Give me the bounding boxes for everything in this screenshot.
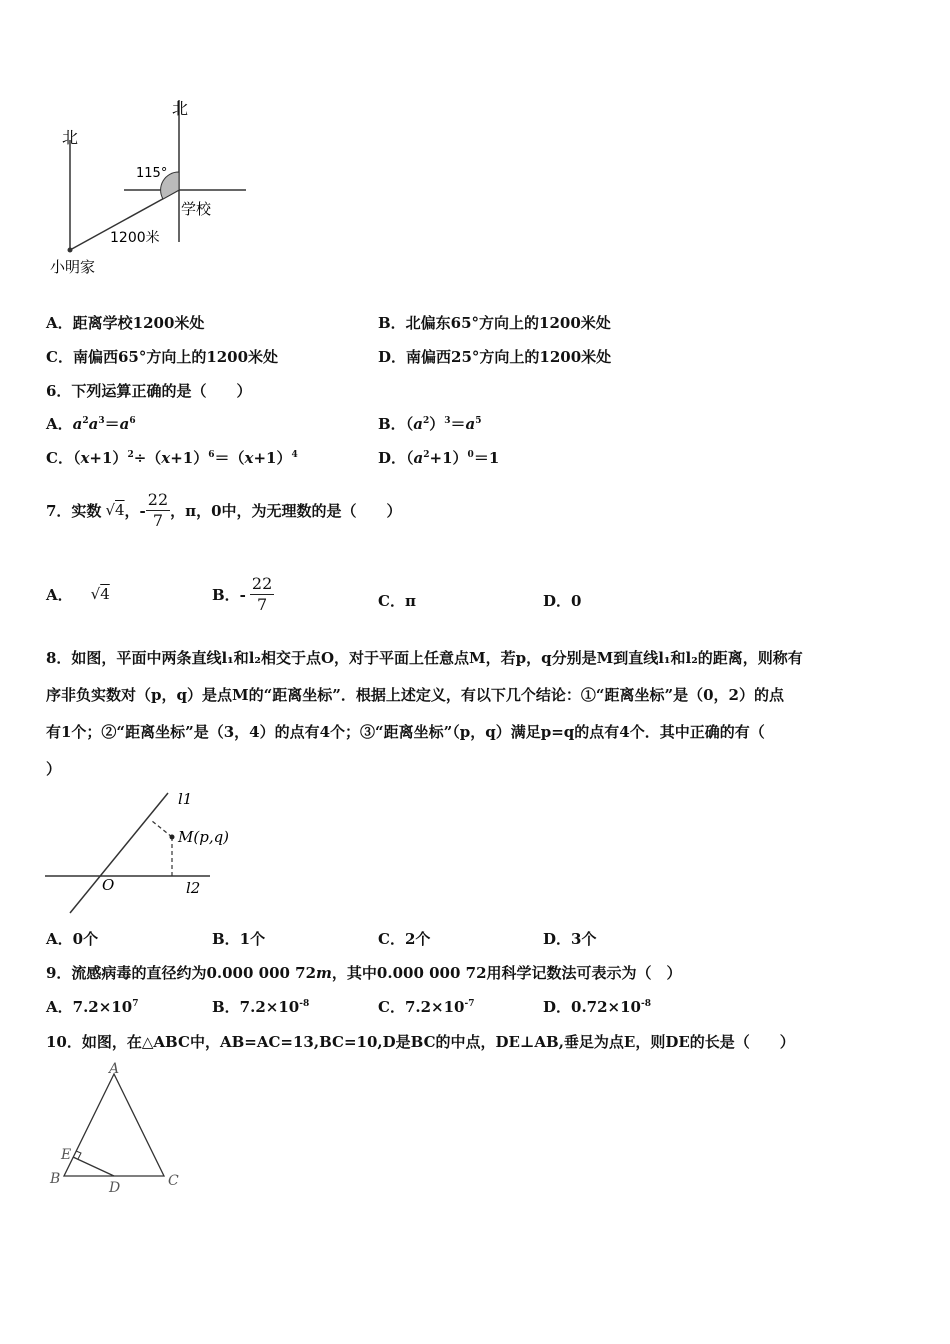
q9-stem: 9．流感病毒的直径约为0.000 000 72m，其中0.000 000 72用科学记数法可表示为（ ）: [46, 964, 682, 982]
north-label-left: 北: [62, 128, 79, 147]
label-e: E: [61, 1147, 72, 1163]
q8-line-3: 有1个；②“距离坐标”是（3，4）的点有4个；③“距离坐标”（p，q）满足p=q的点有4个．其中正确的有（: [46, 723, 765, 741]
q6-option-c: C．$(x+1)^2\div(x+1)^6=(x+1)^4$: [46, 449, 298, 467]
q8-option-c: C．2个: [378, 930, 431, 948]
triangle-abc: [64, 1074, 164, 1176]
q5-option-c: C．南偏西65°方向上的1200米处: [46, 348, 279, 366]
q8-option-d: D．3个: [543, 930, 597, 948]
label-b: B: [50, 1171, 61, 1187]
q5-option-a: A．距离学校1200米处: [46, 314, 205, 332]
q9-option-a: A．$7.2\times 10^7$: [46, 998, 139, 1016]
label-d: D: [109, 1180, 121, 1196]
q5-option-b: B．北偏东65°方向上的1200米处: [378, 314, 611, 332]
q7-option-a: A． √4: [46, 585, 110, 604]
q9-option-c: C．$7.2\times 10^{-7}$: [378, 998, 475, 1016]
q6-option-a: A．$a^2a^3=a^6$: [46, 415, 136, 433]
q9-option-b: B．$7.2\times 10^{-8}$: [212, 998, 310, 1016]
q7-option-c: C．π: [378, 592, 416, 610]
label-a: A: [109, 1061, 120, 1077]
segment-de: [73, 1157, 114, 1176]
q6-option-b: B．$(a^2)^3=a^5$: [378, 415, 482, 433]
label-l1: l1: [178, 790, 193, 808]
angle-label: 115°: [136, 166, 168, 181]
sqrt-4: √4: [105, 501, 125, 519]
label-c: C: [168, 1173, 179, 1189]
q8-line-4: ）: [46, 760, 62, 778]
q7-stem: 7．实数 √4 ，- $\frac{22}{7}$ ，π，0中，为无理数的是（ ）: [46, 490, 402, 530]
q8-option-b: B．1个: [212, 930, 266, 948]
right-angle-mark: [76, 1151, 81, 1159]
perp-to-l1: [152, 821, 172, 837]
q8-line-2: 序非负实数对（p，q）是点M的“距离坐标”．根据上述定义，有以下几个结论：①“距离坐标”是（0，2）的点: [46, 686, 784, 704]
school-label: 学校: [181, 200, 212, 218]
distance-coordinate-figure: [40, 785, 260, 920]
line-l1: [70, 793, 168, 913]
fraction-22-7: $\frac{22}{7}$: [147, 490, 169, 530]
direction-figure: [40, 90, 260, 290]
point-m: [170, 835, 175, 840]
q8-option-a: A．0个: [46, 930, 99, 948]
triangle-figure: [40, 1058, 200, 1198]
q6-stem: 6．下列运算正确的是（ ）: [46, 382, 252, 400]
q8-line-1: 8．如图，平面中两条直线l₁和l₂相交于点O，对于平面上任意点M，若p，q分别是M到直线l₁和l₂的距离，则称有: [46, 649, 803, 667]
q5-option-d: D．南偏西25°方向上的1200米处: [378, 348, 612, 366]
label-m: M(p,q): [178, 828, 230, 846]
north-label-top: 北: [172, 99, 189, 118]
home-label: 小明家: [50, 258, 96, 276]
q10-stem: 10．如图，在△ABC中，AB=AC=13,BC=10,D是BC的中点，DE⊥AB,垂足为点E，则DE的长是（ ）: [46, 1033, 795, 1051]
q7-option-b: B．- $\frac{22}{7}$: [212, 574, 273, 614]
label-o: O: [102, 876, 115, 894]
q7-option-d: D．0: [543, 592, 582, 610]
home-dot: [68, 248, 73, 253]
label-l2: l2: [186, 879, 201, 897]
q6-option-d: D．$(a^2+1)^0=1$: [378, 449, 500, 467]
distance-label: 1200米: [110, 230, 160, 246]
q9-option-d: D．$0.72\times 10^{-8}$: [543, 998, 651, 1016]
